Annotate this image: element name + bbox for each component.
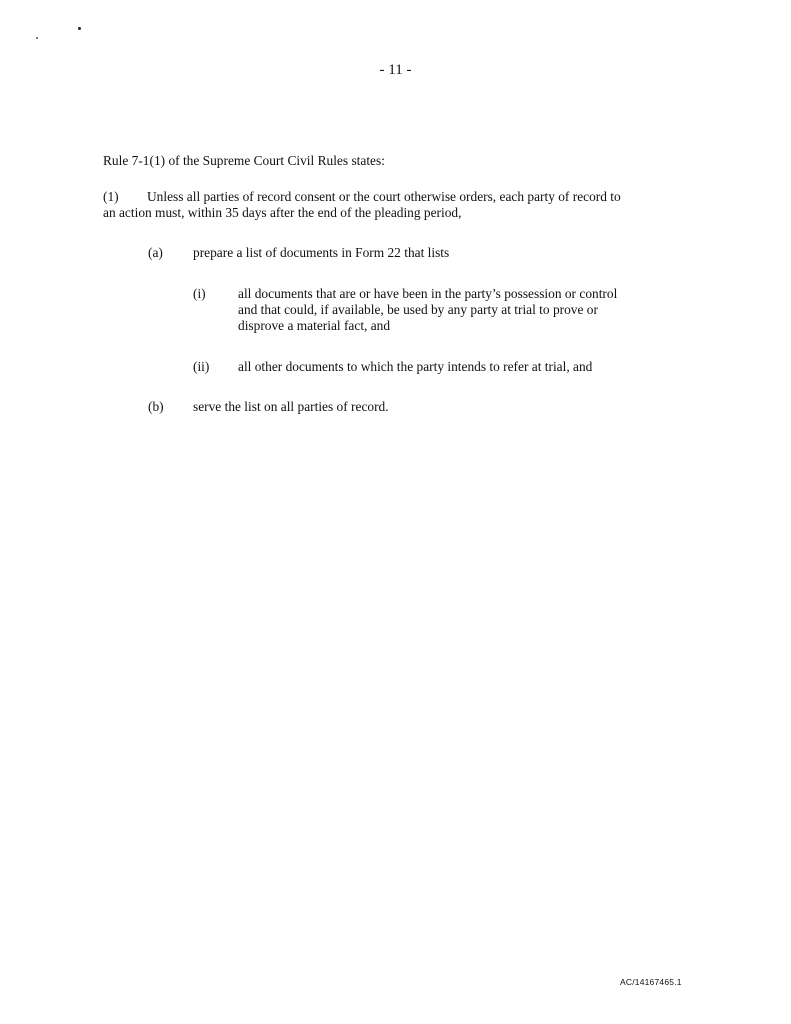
page-number: - 11 - bbox=[379, 62, 412, 78]
clause-text-line: all documents that are or have been in the party’s possession or control bbox=[238, 286, 618, 301]
document-reference: AC/14167465.1 bbox=[620, 977, 682, 987]
intro-line: Rule 7-1(1) of the Supreme Court Civil Rules states: bbox=[103, 153, 385, 168]
paragraph-text-line: an action must, within 35 days after the end of the pleading period, bbox=[103, 205, 462, 220]
scan-speck bbox=[36, 37, 38, 39]
clause-text-line: and that could, if available, be used by any party at trial to prove or bbox=[238, 302, 598, 317]
scan-speck bbox=[78, 27, 81, 30]
paragraph-text-line: Unless all parties of record consent or the court otherwise orders, each party of record to bbox=[147, 189, 621, 204]
clause-label-ii: (ii) bbox=[193, 359, 210, 374]
subparagraph-label-b: (b) bbox=[148, 399, 164, 414]
clause-text-ii: all other documents to which the party intends to refer at trial, and bbox=[238, 359, 593, 374]
clause-text-line: disprove a material fact, and bbox=[238, 318, 391, 333]
subparagraph-label-a: (a) bbox=[148, 245, 163, 260]
clause-label-i: (i) bbox=[193, 286, 206, 301]
paragraph-label: (1) bbox=[103, 189, 119, 204]
clause-text-i bbox=[238, 286, 617, 334]
subparagraph-text-a: prepare a list of documents in Form 22 that lists bbox=[193, 245, 450, 260]
subparagraph-text-b: serve the list on all parties of record. bbox=[193, 399, 389, 414]
